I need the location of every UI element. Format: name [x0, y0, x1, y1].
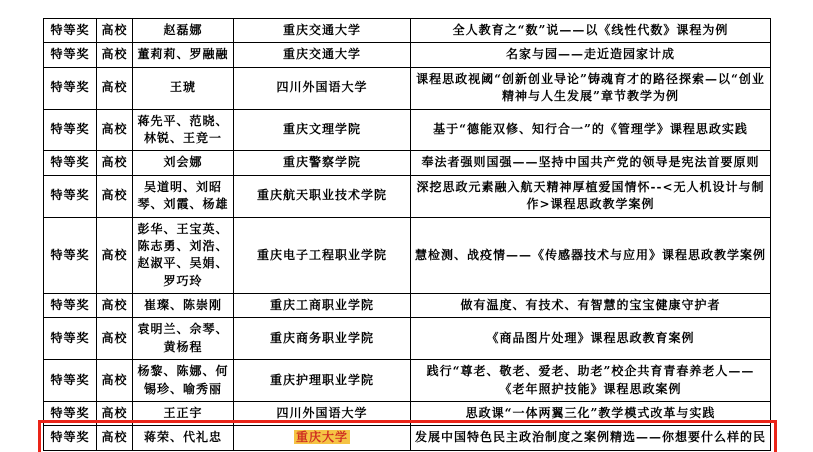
names-cell: 蒋先平、范晓、林锐、王竞一 — [133, 109, 234, 151]
table-row — [44, 19, 771, 43]
title-cell: 深挖思政元素融入航天精神厚植爱国情怀--<无人机设计与制作>课程思政教学案例 — [411, 175, 771, 217]
awards-table-body — [44, 19, 771, 451]
category-cell: 高校 — [97, 43, 133, 67]
school-name: 重庆电子工程职业学院 — [256, 247, 387, 262]
table-row-highlighted — [44, 426, 771, 450]
category-cell: 高校 — [97, 402, 133, 426]
table-row — [44, 67, 771, 109]
table-row — [44, 402, 771, 426]
award-cell: 特等奖 — [44, 151, 97, 175]
table-row — [44, 109, 771, 151]
category-cell: 高校 — [97, 318, 133, 360]
names-cell: 崔璨、陈崇刚 — [133, 294, 234, 318]
table-row — [44, 175, 771, 217]
category-cell: 高校 — [97, 109, 133, 151]
title-cell: 《商品图片处理》课程思政教育案例 — [411, 318, 771, 360]
category-cell: 高校 — [97, 426, 133, 450]
school-cell — [234, 318, 411, 360]
title-cell: 慧检测、战疫情——《传感器技术与应用》课程思政教学案例 — [411, 217, 771, 294]
school-name: 四川外国语大学 — [276, 80, 368, 95]
school-name: 重庆商务职业学院 — [269, 331, 374, 346]
category-cell: 高校 — [97, 175, 133, 217]
table-row — [44, 151, 771, 175]
names-cell: 王琥 — [133, 67, 234, 109]
award-cell: 特等奖 — [44, 318, 97, 360]
award-cell: 特等奖 — [44, 109, 97, 151]
title-cell: 做有温度、有技术、有智慧的宝宝健康守护者 — [411, 294, 771, 318]
school-name: 重庆航天职业技术学院 — [256, 188, 387, 203]
school-name: 重庆工商职业学院 — [269, 298, 374, 313]
title-cell: 基于“德能双修、知行合一”的《管理学》课程思政实践 — [411, 109, 771, 151]
title-cell: 课程思政视阈“创新创业导论”铸魂育才的路径探索—以“创业精神与人生发展”章节教学为例 — [411, 67, 771, 109]
school-cell — [234, 360, 411, 402]
names-cell: 蒋荣、代礼忠 — [133, 426, 234, 450]
names-cell: 王正宇 — [133, 402, 234, 426]
school-cell — [234, 426, 411, 450]
school-cell — [234, 19, 411, 43]
names-cell: 董莉莉、罗融融 — [133, 43, 234, 67]
names-cell: 彭华、王宝英、陈志勇、刘浩、赵淑平、吴娟、罗巧玲 — [133, 217, 234, 294]
category-cell: 高校 — [97, 19, 133, 43]
title-cell: 思政课“一体两翼三化”教学模式改革与实践 — [411, 402, 771, 426]
table-row — [44, 360, 771, 402]
award-cell: 特等奖 — [44, 67, 97, 109]
school-name: 重庆交通大学 — [282, 23, 361, 37]
award-cell: 特等奖 — [44, 360, 97, 402]
award-cell: 特等奖 — [44, 402, 97, 426]
school-cell — [234, 151, 411, 175]
school-name: 重庆交通大学 — [282, 47, 361, 62]
title-cell: 发展中国特色民主政治制度之案例精选——你想要什么样的民 — [411, 426, 771, 450]
category-cell: 高校 — [97, 360, 133, 402]
names-cell: 袁明兰、佘琴、黄杨程 — [133, 318, 234, 360]
school-cell — [234, 402, 411, 426]
names-cell: 吴道明、刘昭琴、刘霞、杨雄 — [133, 175, 234, 217]
names-cell: 刘会娜 — [133, 151, 234, 175]
title-cell: 奉法者强则国强——坚持中国共产党的领导是宪法首要原则 — [411, 151, 771, 175]
award-cell: 特等奖 — [44, 217, 97, 294]
award-cell: 特等奖 — [44, 426, 97, 450]
school-name: 重庆大学 — [295, 430, 348, 445]
school-cell — [234, 43, 411, 67]
school-cell — [234, 109, 411, 151]
school-cell — [234, 217, 411, 294]
award-cell: 特等奖 — [44, 294, 97, 318]
title-cell: 践行“尊老、敬老、爱老、助老”校企共育青春养老人——《老年照护技能》课程思政案例 — [411, 360, 771, 402]
table-row — [44, 294, 771, 318]
award-cell: 特等奖 — [44, 19, 97, 43]
category-cell: 高校 — [97, 151, 133, 175]
award-cell: 特等奖 — [44, 43, 97, 67]
table-row — [44, 217, 771, 294]
names-cell: 杨黎、陈娜、何锡珍、喻秀丽 — [133, 360, 234, 402]
names-cell: 赵磊娜 — [133, 19, 234, 43]
award-cell: 特等奖 — [44, 175, 97, 217]
category-cell: 高校 — [97, 67, 133, 109]
school-name: 重庆文理学院 — [282, 122, 361, 137]
school-name: 重庆警察学院 — [282, 155, 361, 170]
title-cell: 全人教育之“数”说——以《线性代数》课程为例 — [411, 19, 771, 43]
category-cell: 高校 — [97, 217, 133, 294]
awards-table — [43, 18, 771, 451]
school-name: 重庆护理职业学院 — [269, 372, 374, 387]
category-cell: 高校 — [97, 294, 133, 318]
school-cell — [234, 67, 411, 109]
title-cell: 名家与园——走近造园家计成 — [411, 43, 771, 67]
school-cell — [234, 175, 411, 217]
table-row — [44, 43, 771, 67]
school-cell — [234, 294, 411, 318]
table-row — [44, 318, 771, 360]
school-name: 四川外国语大学 — [276, 406, 368, 421]
